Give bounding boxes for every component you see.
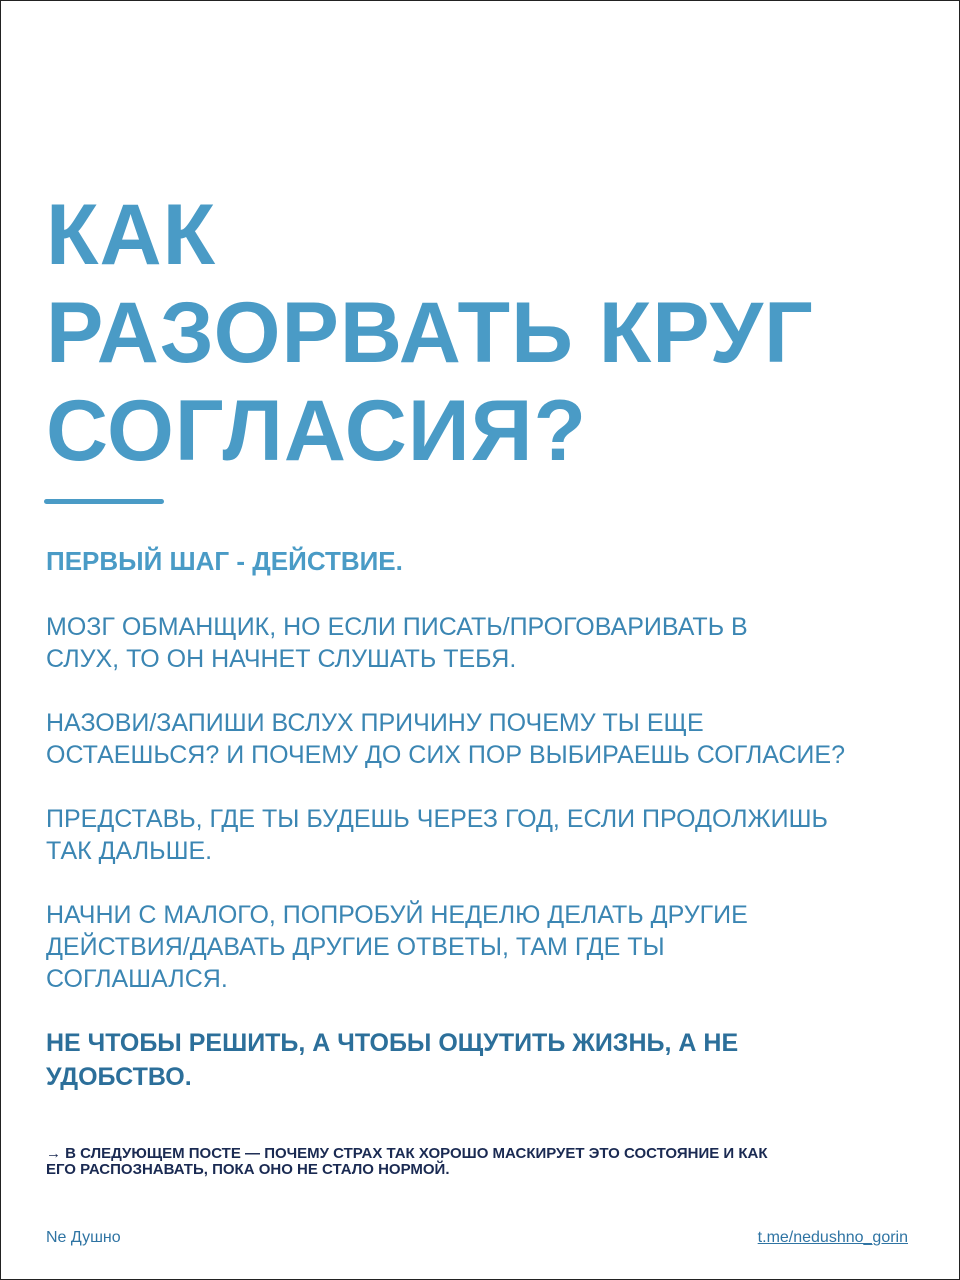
paragraph-line: СОГЛАШАЛСЯ. (46, 965, 228, 993)
paragraph-line: ДЕЙСТВИЯ/ДАВАТЬ ДРУГИЕ ОТВЕТЫ, ТАМ ГДЕ ТЫ (46, 933, 665, 961)
teaser-line: ЕГО РАСПОЗНАВАТЬ, ПОКА ОНО НЕ СТАЛО НОРМОЙ. (46, 1161, 450, 1178)
next-post-teaser (46, 1146, 768, 1178)
telegram-link[interactable]: t.me/nedushno_gorin (757, 1229, 908, 1246)
paragraph-line: ОСТАЕШЬСЯ? И ПОЧЕМУ ДО СИХ ПОР ВЫБИРАЕШЬ СОГЛАСИЕ? (46, 741, 845, 769)
title-line: РАЗОРВАТЬ КРУГ (46, 285, 814, 381)
paragraph-line: ПРЕДСТАВЬ, ГДЕ ТЫ БУДЕШЬ ЧЕРЕЗ ГОД, ЕСЛИ ПРОДОЛЖИШЬ (46, 805, 828, 833)
section-subheading: ПЕРВЫЙ ШАГ - ДЕЙСТВИЕ. (46, 546, 403, 576)
page-title (46, 186, 926, 480)
statement-line: НЕ ЧТОБЫ РЕШИТЬ, А ЧТОБЫ ОЩУТИТЬ ЖИЗНЬ, А НЕ (46, 1029, 739, 1057)
statement-line: УДОБСТВО. (46, 1063, 192, 1091)
paragraph-line: ТАК ДАЛЬШЕ. (46, 837, 213, 865)
brand-name: Ne Душно (46, 1229, 121, 1246)
paragraph-line: СЛУХ, ТО ОН НАЧНЕТ СЛУШАТЬ ТЕБЯ. (46, 645, 517, 673)
paragraph-line: МОЗГ ОБМАНЩИК, НО ЕСЛИ ПИСАТЬ/ПРОГОВАРИВАТЬ В (46, 613, 748, 641)
paragraph-imagine (46, 803, 916, 867)
paragraph-brain (46, 611, 916, 675)
teaser-line: → В СЛЕДУЮЩЕМ ПОСТЕ — ПОЧЕМУ СТРАХ ТАК ХОРОШО МАСКИРУЕТ ЭТО СОСТОЯНИЕ И КАК (46, 1145, 768, 1162)
paragraph-start-small (46, 899, 916, 995)
paragraph-name-reason (46, 707, 916, 771)
title-divider (44, 499, 164, 504)
paragraph-line: НАЧНИ С МАЛОГО, ПОПРОБУЙ НЕДЕЛЮ ДЕЛАТЬ ДРУГИЕ (46, 901, 748, 929)
title-line: КАК (46, 187, 217, 283)
title-line: СОГЛАСИЯ? (46, 383, 588, 479)
key-statement (46, 1026, 738, 1094)
paragraph-line: НАЗОВИ/ЗАПИШИ ВСЛУХ ПРИЧИНУ ПОЧЕМУ ТЫ ЕЩЕ (46, 709, 704, 737)
